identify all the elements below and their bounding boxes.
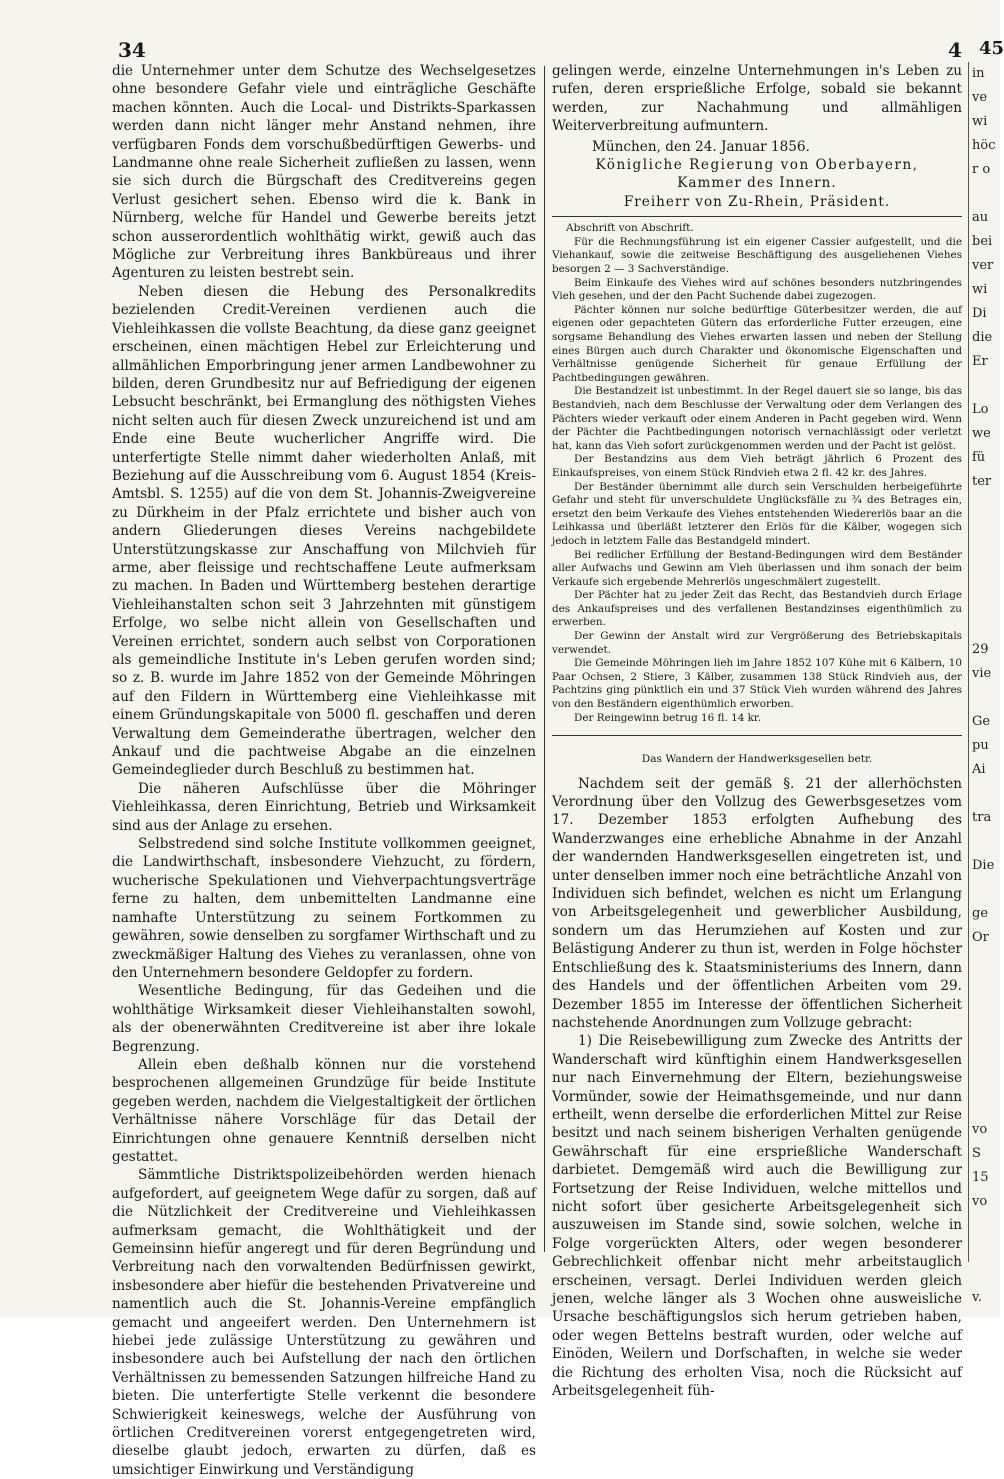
fragment-line: vo bbox=[972, 1122, 988, 1137]
fragment-line: r o bbox=[972, 162, 991, 177]
left-column bbox=[112, 62, 536, 1478]
fragment-line bbox=[972, 182, 1004, 206]
fragment-line bbox=[972, 566, 1004, 590]
fragment-line bbox=[972, 374, 1004, 398]
fragment-line: höc bbox=[972, 138, 996, 153]
annex-paragraph: Für die Rechnungsführung ist ein eigener Cassier aufgestellt, und die Viehankauf, sowie die zeitweise Beschäftigung des ausgeliehenen Viehes besorgen 2 — 3 Sachverständige. bbox=[552, 235, 962, 276]
page-number-left: 34 bbox=[118, 38, 146, 62]
fragment-line: vo bbox=[972, 1194, 988, 1209]
fragment-line bbox=[972, 1238, 1004, 1262]
fragment-line: v. bbox=[972, 1290, 982, 1305]
fragment-line: pu bbox=[972, 738, 989, 753]
fragment-line: tra bbox=[972, 810, 992, 825]
paragraph: Wesentliche Bedingung, für das Gedeihen und die wohlthätige Wirksamkeit dieser Viehleihanstalten sowohl, als der obenerwähnten Creditvereine ist aber ihre lokale Begrenzung. bbox=[112, 983, 536, 1055]
fragment-line bbox=[972, 1214, 1004, 1238]
fragment-line: vie bbox=[972, 666, 992, 681]
paragraph: Allein eben deßhalb können nur die vorstehend besprochenen allgemeinen Grundzüge für beide Institute gegeben werden, nachdem die Vielgestaltigkeit der örtlichen Verhältnisse nähere Vorschläge für das Detail der Einrichtungen ohne genauere Kenntniß derselben nicht gestattet. bbox=[112, 1056, 536, 1165]
paragraph: Die näheren Aufschlüsse über die Möhringer Viehleihkassa, deren Einrichtung, Betrieb und Wirksamkeit sind aus der Anlage zu ersehen. bbox=[112, 780, 536, 834]
fragment-line bbox=[972, 1022, 1004, 1046]
fragment-line: ver bbox=[972, 258, 994, 273]
fragment-line bbox=[972, 1046, 1004, 1070]
fragment-line bbox=[972, 542, 1004, 566]
annex-heading: Abschrift von Abschrift. bbox=[566, 222, 694, 235]
paragraph: Nachdem seit der gemäß §. 21 der allerhöchsten Verordnung über den Vollzug des Gewerbsgesetzes vom 17. Dezember 1853 erfolgten Aufhebung des Wanderzwanges eine erhebliche Abnahme in der Anzahl der wandernden Handwerksgesellen eingetreten ist, und unter denselben immer noch eine beträchtliche Anzahl von Individuen sich befindet, welchen es nicht um Erlangung von Arbeitsgelegenheit und gewerblicher Ausbildung, sondern um das Herumziehen auf Kosten und zur Belästigung Anderer zu thun ist, werden in Folge höchster Entschließung des k. Staatsministeriums des Innern, dann des Handels und der öffentlichen Arbeiten vom 29. Dezember 1855 im Interesse der öffentlichen Sicherheit nachstehende Anordnungen zum Vollzuge gebracht: bbox=[552, 775, 962, 1031]
fragment-line bbox=[972, 974, 1004, 998]
annex-paragraph: Die Bestandzeit ist unbestimmt. In der Regel dauert sie so lange, bis das Bestandvieh, nach dem Beschlusse der Verwaltung oder dem Verlangen des Pächters wieder verkauft oder einem Anderen in Pacht gegeben wird. Wenn der Pächter die Pachtbedingungen notorisch vernachlässigt oder verletzt hat, kann das Vieh sofort zurückgenommen werden und der Pacht ist gelöst. bbox=[552, 385, 962, 452]
fragment-line bbox=[972, 518, 1004, 542]
fragment-line bbox=[972, 830, 1004, 854]
fragment-line bbox=[972, 782, 1004, 806]
adjacent-page-strip bbox=[968, 62, 1004, 1305]
fragment-line: Ai bbox=[972, 762, 986, 777]
page-number-right: 4 bbox=[948, 38, 962, 62]
right-column bbox=[552, 62, 962, 1400]
fragment-line bbox=[972, 614, 1004, 638]
annex-paragraph: Der Reingewinn betrug 16 fl. 14 kr. bbox=[574, 711, 762, 724]
annex-paragraph: Der Gewinn der Anstalt wird zur Vergrößerung des Betriebskapitals verwendet. bbox=[552, 630, 962, 656]
fragment-line: 29 bbox=[972, 642, 989, 657]
annex-paragraph: Die Gemeinde Möhringen lieh im Jahre 1852 107 Kühe mit 6 Kälbern, 10 Paar Ochsen, 2 Stiere, 3 Kälber, zusammen 138 Stück Rindvieh aus, der Pachtzins ging pünktlich ein und 37 Stück Vieh wurden während des Jahres von den Beständern eigenthümlich erworben. bbox=[552, 657, 962, 711]
signature-authority: Königliche Regierung von Oberbayern, bbox=[595, 157, 919, 174]
fragment-line: S bbox=[972, 1146, 981, 1161]
fragment-line bbox=[972, 998, 1004, 1022]
annex-paragraph: Beim Einkaufe des Viehes wird auf schönes besonders nutzbringendes Vieh gesehen, und der den Pacht Suchende dabei zugezogen. bbox=[552, 276, 962, 303]
fragment-line: Er bbox=[972, 354, 988, 369]
annex-paragraph: Bei redlicher Erfüllung der Bestand-Bedingungen wird dem Beständer aller Aufwachs und Gewinn am Vieh überlassen und ihm sonach der beim Verkaufe sich ergebende Mehrerlös ungeschmälert zugestellt. bbox=[552, 548, 962, 588]
fragment-line: fü bbox=[972, 450, 986, 465]
fragment-line bbox=[972, 590, 1004, 614]
fragment-line: 15 bbox=[972, 1170, 989, 1185]
fragment-line bbox=[972, 1262, 1004, 1286]
divider bbox=[552, 735, 962, 736]
signature-chamber: Kammer des Innern. bbox=[677, 175, 837, 192]
annex-paragraph: Pächter können nur solche bedürftige Güterbesitzer werden, die auf eigenen oder gepachteten Gütern das erforderliche Futter erzeugen, eine sorgsame Behandlung des Viehes erwarten lassen und neben der Stellung eines Bürgen auch durch Charakter und ökonomische Eigenschaften und Verhältnisse genügende Sicherheit für genaue Erfüllung der Pachtbedingungen gewähren. bbox=[552, 303, 962, 384]
fragment-line: Ge bbox=[972, 714, 991, 729]
annex-paragraph: Der Bestandzins aus dem Vieh beträgt jährlich 6 Prozent des Einkaufspreises, von einem Stück Rindvieh etwa 2 fl. 42 kr. des Jahres. bbox=[552, 453, 962, 479]
fragment-line: ter bbox=[972, 474, 992, 489]
page-number-far-right: 45 bbox=[979, 38, 1004, 59]
fragment-line bbox=[972, 878, 1004, 902]
annex-paragraph: Der Pächter hat zu jeder Zeit das Recht, das Bestandvieh durch Erlage des Ankaufspreises und des verfallenen Bestandzinses eigenthümlich zu erwerben. bbox=[552, 589, 962, 629]
fragment-line bbox=[972, 1094, 1004, 1118]
fragment-line bbox=[972, 686, 1004, 710]
divider bbox=[552, 216, 962, 217]
fragment-line: Di bbox=[972, 306, 987, 321]
fragment-line bbox=[972, 1070, 1004, 1094]
fragment-line: in bbox=[972, 66, 985, 81]
fragment-line: Die bbox=[972, 858, 995, 873]
fragment-line: Or bbox=[972, 930, 989, 945]
fragment-line: au bbox=[972, 210, 989, 225]
annex-paragraph: Der Beständer übernimmt alle durch sein Verschulden herbeigeführte Gefahr und steht für unverschuldete Unglücksfälle zu ¾ des Betrages ein, ersetzt den beim Verkaufe des Viehes entstehenden Wiedererlös baar an die Leihkassa und überläßt letzterer den Erlös für die Kälber, wogegen sich jedoch in letztem Falle das Bestandgeld mindert. bbox=[552, 480, 962, 547]
section-title: Das Wandern der Handwerksgesellen betr. bbox=[641, 753, 873, 766]
paragraph: 1) Die Reisebewilligung zum Zwecke des Antritts der Wanderschaft wird künftighin einem Handwerksgesellen nur nach Einvernehmung der Eltern, beziehungsweise Vormünder, sowie der Heimathsgemeinde, und nur dann ertheilt, wenn derselbe die erforderlichen Mittel zur Reise besitzt und nach seinem bisherigen Verhalten genügende Gewährschaft für eine ersprießliche Wanderschaft darbietet. Demgemäß wird auch die Bewilligung zur Fortsetzung der Reise Individuen, welche mittellos und nicht sofort über gesicherte Arbeitsgelegenheit sich auszuweisen im Stande sind, sowie solchen, welche in Folge vorgerückten Alters, oder wegen besonderer Gebrechlichkeit offenbar nicht mehr arbeitstauglich erscheinen, versagt. Derlei Individuen werden gleich jenen, welche länger als 3 Wochen ohne ausweisliche Ursache beschäftigungslos sich herum getrieben haben, oder wegen Bettelns bestraft wurden, oder welche auf Einöden, Weilern und Dorfschaften, in welche sie weder die Richtung des erholten Visa, noch die Rücksicht auf Arbeitsgelegenheit füh- bbox=[552, 1033, 962, 1400]
fragment-line: we bbox=[972, 426, 991, 441]
fragment-line: wi bbox=[972, 282, 988, 297]
paragraph: die Unternehmer unter dem Schutze des Wechselgesetzes ohne besondere Gefahr viele und einträgliche Geschäfte machen könnten. Auch die Local- und Distrikts-Sparkassen werden dann nicht länger mehr Anstand nehmen, ihre verfügbaren Fonds dem vorschußbedürftigen Gewerbs- und Landmanne ohne reale Sicherheit zufließen zu lassen, wenn sie sich durch die Bürgschaft des Creditvereins gegen Verlust gesichert sehen. Ebenso wird die k. Bank in Nürnberg, welche für Handel und Gewerbe bereits jetzt schon ausserordentlich wohlthätig wirkt, gewiß auch das Mögliche zur Verbreitung ihres Bankbüreaus und ihrer Agenturen zu leisten bestrebt sein. bbox=[112, 63, 536, 282]
paragraph: Selbstredend sind solche Institute vollkommen geeignet, die Landwirthschaft, insbesondere Viehzucht, zu fördern, wucherische Spekulationen und Viehverpachtungsverträge ferne zu halten, dem unbemittelten Landmanne eine namhafte Unterstützung zu seinem Fortkommen zu gewähren, sowie denselben zu sorgfamer Wirthschaft und zu zweckmäßiger Haltung des Viehes zu veranlassen, ohne von den Unternehmern besondere Geldopfer zu fordern. bbox=[112, 836, 536, 981]
fragment-line: bei bbox=[972, 234, 993, 249]
fragment-line: ge bbox=[972, 906, 989, 921]
fragment-line: Lo bbox=[972, 402, 989, 417]
fragment-line: ve bbox=[972, 90, 988, 105]
fragment-line: die bbox=[972, 330, 993, 345]
signature-name: Freiherr von Zu-Rhein, Präsident. bbox=[623, 193, 891, 210]
fragment-line bbox=[972, 494, 1004, 518]
paragraph: gelingen werde, einzelne Unternehmungen in's Leben zu rufen, deren ersprießliche Erfolge, sobald sie bekannt werden, zur Nachahmung und allmähligen Weiterverbreitung aufmuntern. bbox=[552, 63, 962, 135]
column-divider bbox=[544, 66, 545, 1252]
fragment-line: wi bbox=[972, 114, 988, 129]
date-line: München, den 24. Januar 1856. bbox=[592, 138, 810, 155]
fragment-line bbox=[972, 950, 1004, 974]
paragraph: Neben diesen die Hebung des Personalkredits bezielenden Credit-Vereinen verdienen auch die Viehleihkassen die vollste Beachtung, da diese ganz geeignet erscheinen, einen mächtigen Hebel zur Erleichterung und allmählichen Emporbringung jener armen Landbewohner zu bilden, deren Grundbesitz nur auf Befriedigung der eigenen Lebsucht beschränkt, bei Ermanglung des nöthigsten Viehes nicht selten auch für diesen Zweck unzureichend ist und am Ende eine Beute wucherlicher Angriffe wird. Die unterfertigte Stelle nimmt daher wiederholten Anlaß, mit Beziehung auf die Ausschreibung vom 6. August 1854 (Kreis-Amtsbl. S. 1255) auf die von dem St. Johannis-Zweigvereine zu Dürkheim in der Pfalz errichtete und bisher auch von andern Gliederungen dieses Vereins nachgebildete Unterstützungskasse zur Anschaffung von Milchvieh für arme, aber fleissige und rechtschaffene Leute aufmerksam zu machen. In Baden und Württemberg bestehen derartige Viehleihanstalten schon seit 3 Jahrzehnten mit günstigem Erfolge, wo selbe nicht allein von Gesellschaften und Vereinen errichtet, sondern auch selbst von Corporationen als gemeindliche Institute in's Leben gerufen worden sind; so z. B. wurde im Jahre 1852 von der Gemeinde Möhringen auf den Fildern in Württemberg eine Viehleihkasse mit einem Gründungskapitale von 5000 fl. geschaffen und deren Verwaltung dem Gemeinderathe übertragen, welcher den Ankauf und die pachtweise Abgabe an die einzelnen Gemeindeglieder durch Beschluß zu bestimmen hat. bbox=[112, 283, 536, 779]
paragraph: Sämmtliche Distriktspolizeibehörden werden hienach aufgefordert, auf geeignetem Wege dafür zu sorgen, daß auf die Nützlichkeit der Creditvereine und Viehleihkassen aufmerksam gemacht, die Wohlthätigkeit und der Gemeinsinn hiefür angeregt und für deren Begründung und Verbreitung nach den vorwaltenden Bedürfnissen gewirkt, insbesondere aber hiefür die bestehenden Privatvereine und namentlich auch die St. Johannis-Vereine empfänglich gemacht und angeeifert werden. Den Unternehmern ist hiebei jede zulässige Unterstützung zu gewähren und insbesondere auch bei Aufstellung der nach den örtlichen Verhältnissen zu bemessenden Satzungen hilfreiche Hand zu bieten. Die unterfertigte Stelle verkennt die besondere Schwierigkeit keineswegs, welche der Ausführung von örtlichen Creditvereinen vorerst entgegengetreten wird, dieselbe glaubt jedoch, erwarten zu dürfen, daß es umsichtiger Einwirkung und Verständigung bbox=[112, 1167, 536, 1478]
annex-block bbox=[552, 222, 962, 725]
